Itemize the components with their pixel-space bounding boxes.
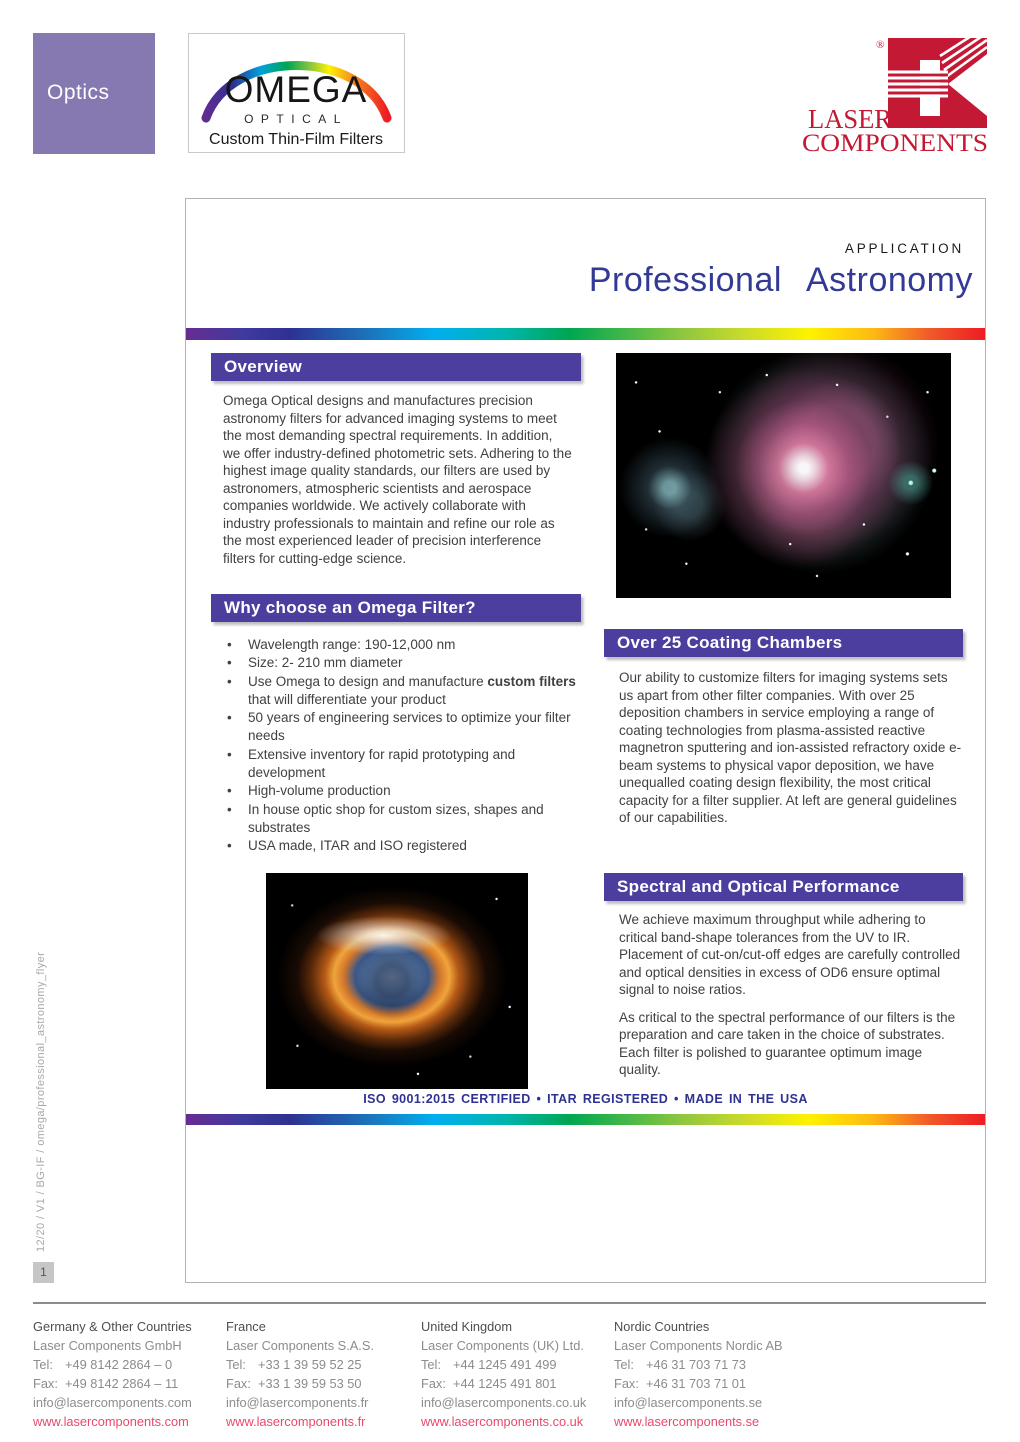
footer-website-link[interactable]: www.lasercomponents.co.uk — [421, 1414, 584, 1429]
footer-region-title: United Kingdom — [421, 1319, 513, 1334]
omega-logo-tagline: Custom Thin-Film Filters — [209, 131, 383, 148]
category-label: Optics — [47, 81, 110, 104]
why-choose-list — [225, 636, 577, 856]
bullet-text: that will differentiate your product — [248, 691, 446, 707]
footer-company: Laser Components Nordic AB — [614, 1338, 783, 1353]
list-item — [225, 837, 577, 855]
footer-divider — [33, 1302, 986, 1304]
omega-logo-subtitle: OPTICAL — [244, 112, 348, 126]
bullet-text: USA made, ITAR and ISO registered — [248, 838, 467, 854]
content-frame — [185, 198, 986, 1283]
footer-company: Laser Components GmbH — [33, 1338, 182, 1353]
footer-email[interactable]: info@lasercomponents.fr — [226, 1395, 369, 1410]
tel-value: +33 1 39 59 52 25 — [258, 1357, 362, 1372]
footer-tel-line — [421, 1355, 609, 1374]
tel-value: +44 1245 491 499 — [453, 1357, 557, 1372]
lc-logo-word1: LASER — [808, 104, 892, 134]
footer-region-nordic — [614, 1317, 802, 1431]
bullet-text: In house optic shop for custom sizes, shapes and substrates — [248, 801, 544, 835]
bullet-text: High-volume production — [248, 783, 391, 799]
page-title: Professional Astronomy — [588, 261, 973, 299]
footer-website-link[interactable]: www.lasercomponents.fr — [226, 1414, 366, 1429]
omega-rainbow-arc-icon — [189, 34, 404, 152]
fax-label: Fax: — [226, 1376, 251, 1391]
category-tab — [33, 33, 155, 154]
list-item — [225, 801, 577, 838]
list-item — [225, 636, 577, 654]
document-kicker: APPLICATION — [844, 241, 964, 256]
bullet-text: Size: 2- 210 mm diameter — [248, 655, 403, 671]
footer-email[interactable]: info@lasercomponents.se — [614, 1395, 763, 1410]
footer-region-title: Nordic Countries — [614, 1319, 710, 1334]
helix-nebula-image — [266, 873, 528, 1089]
footer-website-link[interactable]: www.lasercomponents.se — [614, 1414, 760, 1429]
fax-label: Fax: — [421, 1376, 446, 1391]
fax-label: Fax: — [614, 1376, 639, 1391]
spectral-paragraph-2: As critical to the spectral performance of our filters is the preparation and care taken in the choice of substrates. Each filter is polished to guarantee optimum image quality. — [619, 1009, 956, 1077]
registered-mark: ® — [876, 39, 885, 51]
footer-email[interactable]: info@lasercomponents.com — [33, 1395, 192, 1410]
tel-label: Tel: — [226, 1357, 246, 1372]
footer-region-title: France — [226, 1319, 266, 1334]
document-code-vertical: 12/20 / V1 / BG-IF / omega/professional_astronomy_flyer — [35, 951, 47, 1252]
overview-heading: Overview — [211, 353, 581, 381]
bullet-text-bold: custom filters — [487, 673, 576, 689]
fax-value: +46 31 703 71 01 — [646, 1376, 746, 1391]
spectrum-bar-top — [186, 328, 985, 340]
coating-text: Our ability to customize filters for imaging systems sets us apart from other filter companies. With over 25 deposition chambers in service employing a range of coating technologies from plasma-assisted reactive magnetron sputtering and ion-assisted refractory oxide e-beam systems to physical vapor deposition, we have unequalled coating design flexibility, the most critical capacity for a filter supplier. At left are general guidelines of our capabilities. — [619, 670, 962, 825]
tel-value: +49 8142 2864 – 0 — [65, 1357, 173, 1372]
bullet-text: Extensive inventory for rapid prototyping and development — [248, 746, 516, 781]
lc-logo-word2: COMPONENTS — [802, 130, 988, 156]
bullet-text: Wavelength range: 190-12,000 nm — [248, 637, 456, 652]
omega-optical-logo — [188, 33, 405, 153]
bullet-text: Use Omega to design and manufacture — [248, 673, 488, 689]
footer-region-france — [226, 1317, 414, 1431]
list-item — [225, 746, 577, 783]
spectral-heading: Spectral and Optical Performance — [604, 873, 963, 901]
footer-email[interactable]: info@lasercomponents.co.uk — [421, 1395, 587, 1410]
certification-line: ISO 9001:2015 CERTIFIED • ITAR REGISTERED • MADE IN THE USA — [363, 1092, 808, 1106]
list-item — [225, 654, 577, 672]
footer-tel-line — [614, 1355, 802, 1374]
spectral-text — [619, 911, 963, 1089]
list-item — [225, 673, 577, 710]
footer-tel-line — [33, 1355, 221, 1374]
overview-text: Omega Optical designs and manufactures precision astronomy filters for advanced imaging systems to meet the most demanding spectral requirements. In addition, we offer industry-defined photometric sets. Adhering to the highest image quality standards, our filters are used by astronomers, atmospheric scientists and aerospace companies worldwide. We actively collaborate with industry professionals to maintain and refine our role as the most experienced leader of precision interference filters for cutting-edge science. — [223, 393, 572, 566]
spectral-paragraph-1: We achieve maximum throughput while adhering to critical band-shape tolerances from the UV to IR. Placement of cut-on/cut-off edges are carefully controlled and optical densities in excess of OD6 ensure optimal signal to noise ratios. — [619, 912, 961, 997]
footer-company: Laser Components (UK) Ltd. — [421, 1338, 584, 1353]
fax-value: +49 8142 2864 – 11 — [65, 1376, 179, 1391]
tel-label: Tel: — [421, 1357, 441, 1372]
footer-region-germany — [33, 1317, 221, 1431]
footer-fax-line — [421, 1374, 609, 1393]
laser-components-k-icon — [800, 28, 990, 156]
footer-region-uk — [421, 1317, 609, 1431]
fax-value: +33 1 39 59 53 50 — [258, 1376, 362, 1391]
list-item — [225, 782, 577, 800]
fax-label: Fax: — [33, 1376, 58, 1391]
list-item — [225, 709, 577, 746]
footer-fax-line — [614, 1374, 802, 1393]
footer-website-link[interactable]: www.lasercomponents.com — [33, 1414, 189, 1429]
page-number-badge: 1 — [33, 1262, 54, 1283]
footer-region-title: Germany & Other Countries — [33, 1319, 192, 1334]
coating-heading: Over 25 Coating Chambers — [604, 629, 963, 657]
orion-nebula-image — [616, 353, 951, 598]
fax-value: +44 1245 491 801 — [453, 1376, 557, 1391]
footer-company: Laser Components S.A.S. — [226, 1338, 374, 1353]
tel-label: Tel: — [614, 1357, 634, 1372]
omega-logo-wordmark: OMEGA — [224, 69, 368, 110]
footer-fax-line — [226, 1374, 414, 1393]
spectrum-bar-bottom — [186, 1114, 985, 1125]
tel-value: +46 31 703 71 73 — [646, 1357, 746, 1372]
laser-components-logo — [800, 28, 990, 156]
tel-label: Tel: — [33, 1357, 53, 1372]
footer-fax-line — [33, 1374, 221, 1393]
why-choose-heading: Why choose an Omega Filter? — [211, 594, 581, 622]
footer-tel-line — [226, 1355, 414, 1374]
bullet-text: 50 years of engineering services to optimize your filter needs — [248, 710, 571, 744]
